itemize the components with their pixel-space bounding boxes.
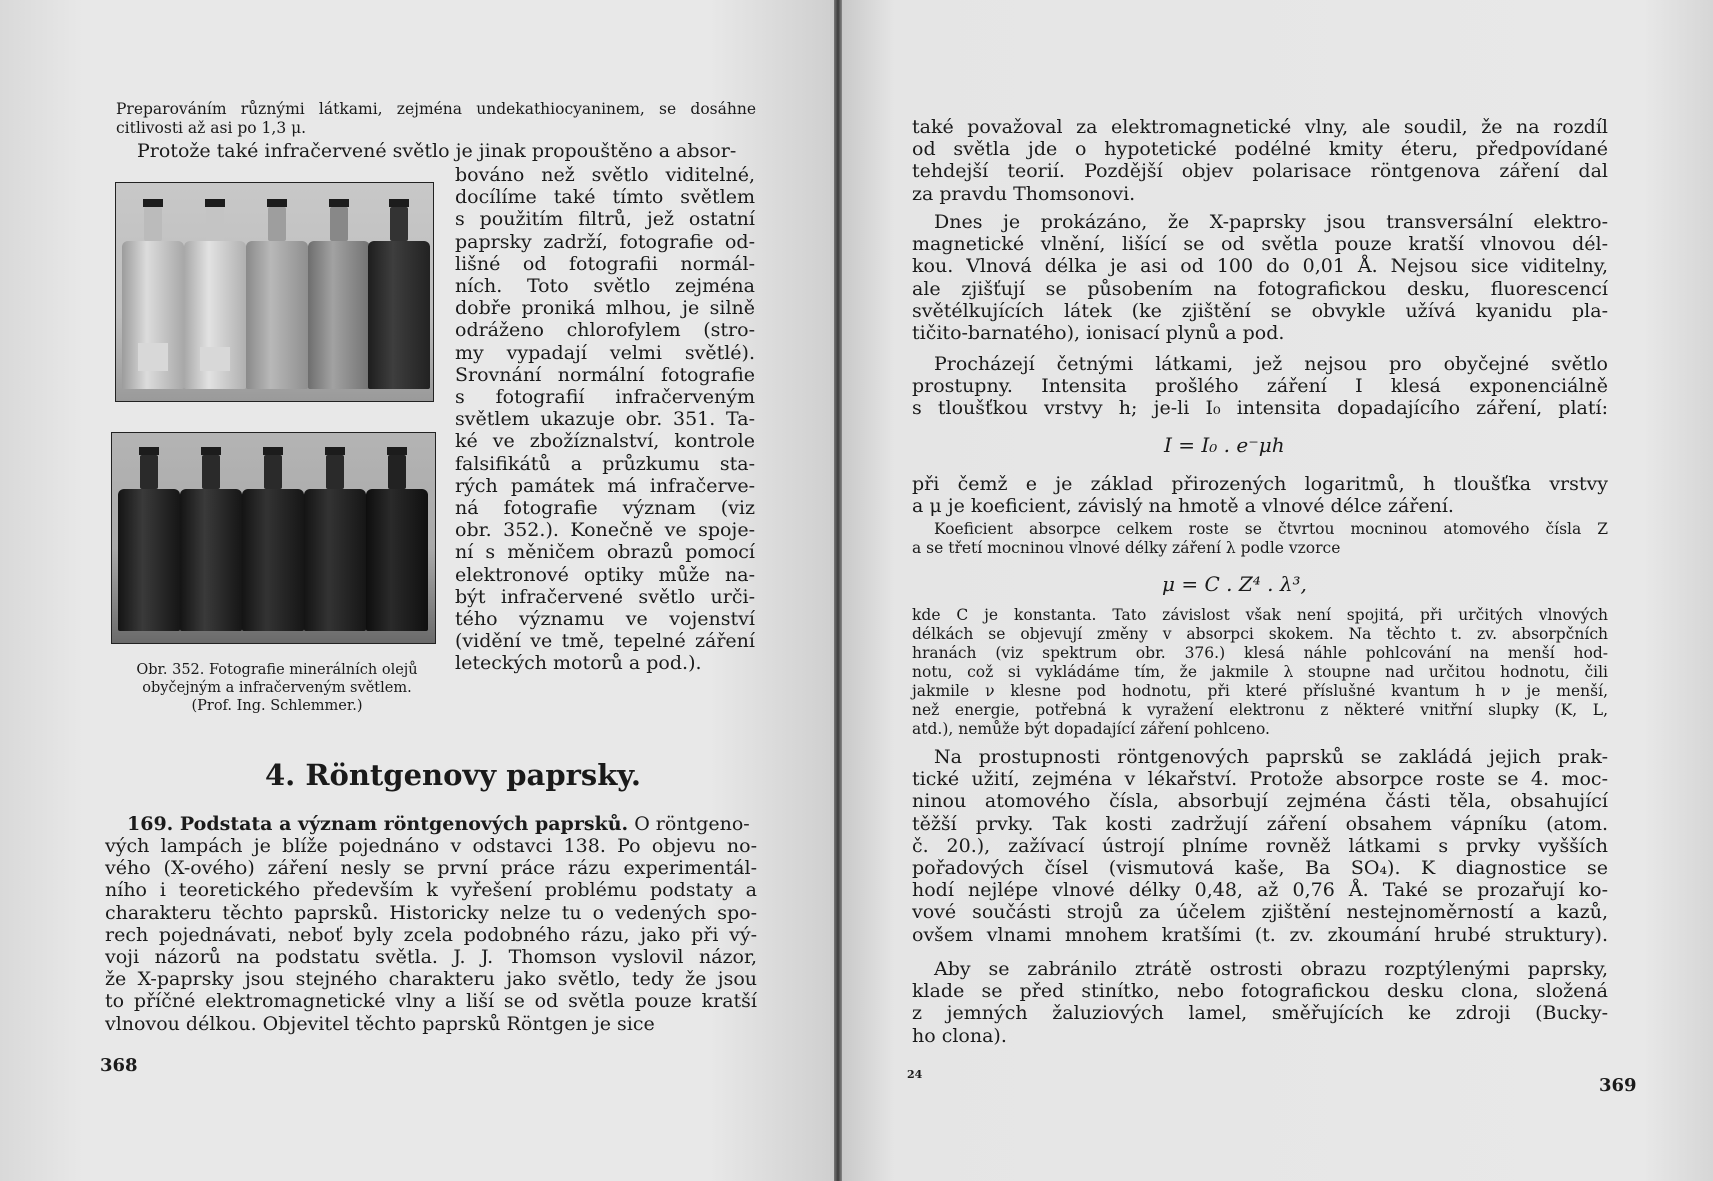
right-para-2 (912, 211, 1608, 344)
text-line: kou. Vlnová délka je asi od 100 do 0,01 Å. Nejsou sice viditelny, (912, 255, 1608, 278)
left-page (0, 0, 834, 1181)
text-line: pořadových čísel (vismutová kaše, Ba SO₄). K diagnostice se (912, 857, 1608, 880)
text-line: klade se před stinítko, nebo fotografickou desku clona, složená (912, 980, 1608, 1003)
text-line: hodí nejlépe vlnové délky 0,48, až 0,76 Å. Také se prozařují ko- (912, 879, 1608, 902)
text-line: ninou atomového čísla, absorbují zejména části těla, obsahující (912, 790, 1608, 813)
text-line: s použitím filtrů, jež ostatní (455, 208, 755, 231)
text-line: docílíme také tímto světlem (455, 186, 755, 209)
text-line: ovšem vlnami mnohem kratšími (t. zv. zkoumání hrubé struktury). (912, 923, 1608, 946)
intro-line: Preparováním různými látkami, zejména undekathiocyaninem, se dosáhne (116, 100, 756, 118)
bottle-ir-3 (242, 489, 304, 631)
text-line: voji názorů na podstatu světla. J. J. Thomson vyslovil názor, (105, 946, 757, 969)
intro-line: citlivosti až asi po 1,3 μ. (116, 119, 307, 137)
text-line: jakmile ν klesne pod hodnotu, při které příslušné kvantum h ν je menší, (912, 682, 1608, 700)
right-small-1 (912, 520, 1608, 558)
text-line: Dnes je prokázáno, že X-paprsky jsou transversální elektro- (934, 211, 1608, 233)
intro-small-text (116, 100, 756, 138)
text-line: s fotografií infračerveným (455, 386, 755, 409)
text-line: těžší prvky. Tak kosti zadržují záření obsahem vápníku (atom. (912, 812, 1608, 835)
text-line: délkách se objevují změny v absorpci skokem. Na těchto t. zv. absorpčních (912, 625, 1608, 643)
signature-mark: 24 (907, 1068, 923, 1081)
bottle-ir-4 (304, 489, 366, 631)
formula-intensity: I = I₀ . e⁻μh (1164, 433, 1285, 457)
text-line: Srovnání normální fotografie (455, 363, 755, 386)
text-line: z jemných žaluziových lamel, směřujících ke zdroji (Bucky- (912, 1002, 1608, 1025)
photo-normal-light (115, 182, 434, 402)
text-line: elektronové optiky může na- (455, 563, 755, 586)
text-line: obr. 352.). Konečně ve spoje- (455, 519, 755, 542)
text-line: vové součásti strojů za účelem zjištění nestejnoměrností a kazů, (912, 901, 1608, 924)
text-line: a se třetí mocninou vlnové délky záření λ podle vzorce (912, 539, 1341, 557)
text-line: Koeficient absorpce celkem roste se čtvrtou mocninou atomového čísla Z (934, 520, 1608, 538)
formula-absorption: μ = C . Z⁴ . λ³, (1162, 572, 1307, 596)
figure-caption (112, 661, 442, 715)
bottle-1 (122, 241, 184, 389)
text-line: kde C je konstanta. Tato závislost však není spojitá, při určitých vlnových (912, 606, 1608, 624)
text-line: vých lampách je blíže pojednáno v odstavci 138. Po objevu no- (105, 835, 757, 857)
right-para-5 (912, 746, 1608, 946)
chapter-heading: 4. Röntgenovy paprsky. (265, 758, 641, 792)
text-line: Procházejí četnými látkami, jež nejsou pro obyčejné světlo (934, 353, 1608, 375)
text-line: a μ je koeficient, závislý na hmotě a vlnové délce záření. (912, 495, 1454, 518)
right-para-4 (912, 473, 1608, 517)
text-line: leteckých motorů a pod.). (455, 652, 702, 675)
text-line: ních. Toto světlo zejména (455, 275, 755, 298)
bottle-ir-2 (180, 489, 242, 631)
text-line: ní s měničem obrazů pomocí (455, 541, 755, 564)
text-line: č. 20.), zažívací ústrojí plníme rovněž látkami s prvky vyšších (912, 834, 1608, 857)
text-line: lišné od fotografii normál- (455, 252, 755, 275)
book-gutter (834, 0, 842, 1181)
bottle-2 (184, 241, 246, 389)
page-number-left: 368 (100, 1055, 138, 1076)
section-first-line (127, 813, 757, 835)
text-line: tého významu ve vojenství (455, 608, 755, 631)
text-line: Aby se zabránilo ztrátě ostrosti obrazu rozptýlenými paprsky, (934, 958, 1608, 980)
section-title-rest: O röntgeno- (628, 813, 750, 835)
text-line: Na prostupnosti röntgenových paprsků se zakládá jejich prak- (934, 746, 1608, 768)
text-line: tehdejší teorií. Pozdější objev polarisace röntgenova záření dal (912, 160, 1608, 183)
text-line: s tloušťkou vrstvy h; je-li I₀ intensita dopadajícího záření, platí: (912, 397, 1608, 420)
text-line: než energie, potřebná k vyražení elektronu z některé vnitřní slupky (K, L, (912, 701, 1608, 719)
text-line: bováno než světlo viditelné, (455, 164, 755, 186)
text-line: rech pojednávati, neboť byly zcela podobného rázu, jako při vý- (105, 923, 757, 946)
bottle-4 (308, 241, 370, 389)
para1-first-line: Protože také infračervené světlo je jinak propouštěno a absor- (137, 140, 737, 162)
text-line: ale zjišťují se působením na fotografickou desku, fluorescencí (912, 277, 1608, 300)
text-line: charakteru těchto paprsků. Historicky nelze tu o vedených spo- (105, 901, 757, 924)
text-line: světlem ukazuje obr. 351. Ta- (455, 408, 755, 431)
text-line: (vidění ve tmě, tepelné záření (455, 630, 755, 653)
text-line: také považoval za elektromagnetické vlny, ale soudil, že na rozdíl (912, 116, 1608, 138)
photo-infrared-light (111, 432, 436, 644)
text-line: při čemž e je základ přirozených logaritmů, h tloušťka vrstvy (912, 473, 1608, 495)
text-line: hranách (viz spektrum obr. 376.) klesá náhle pohlcování na menší hod- (912, 644, 1608, 662)
text-line: falsifikátů a průzkumu sta- (455, 452, 755, 475)
text-line: magnetické vlnění, lišící se od světla pouze kratší vlnovou dél- (912, 233, 1608, 256)
bottle-ir-1 (118, 489, 180, 631)
para1-column (455, 164, 755, 675)
text-line: světélkujících látek (ke zjištění se obvykle užívá kyanidu pla- (912, 299, 1608, 322)
bottle-3 (246, 241, 308, 389)
text-line: tické užití, zejména v lékařství. Protože absorpce roste se 4. moc- (912, 768, 1608, 791)
text-line: vlnovou délkou. Objevitel těchto paprsků Röntgen je sice (105, 1012, 655, 1035)
text-line: být infračervené světlo urči- (455, 585, 755, 608)
section-title: 169. Podstata a význam röntgenových paprsků. (127, 813, 629, 835)
caption-line: (Prof. Ing. Schlemmer.) (191, 698, 363, 714)
text-line: ná fotografie význam (viz (455, 497, 755, 520)
bottle-ir-5 (366, 489, 428, 631)
text-line: rých památek má infračerve- (455, 474, 755, 497)
text-line: vého (X-ového) záření nesly se první práce rázu experimentál- (105, 857, 757, 880)
right-para-1 (912, 116, 1608, 205)
text-line: za pravdu Thomsonovi. (912, 182, 1136, 205)
text-line: paprsky zadrží, fotografie od- (455, 230, 755, 253)
text-line: od světla jde o hypotetické podélné kmity éteru, předpovídané (912, 138, 1608, 161)
section-body (105, 835, 757, 1035)
text-line: odráženo chlorofylem (stro- (455, 319, 755, 342)
text-line: to příčné elektromagnetické vlny a liší se od světla pouze kratší (105, 990, 757, 1013)
caption-line: Obr. 352. Fotografie minerálních olejů (136, 662, 418, 678)
caption-line: obyčejným a infračerveným světlem. (142, 680, 412, 696)
text-line: notu, což si vykládáme tím, že jakmile λ stoupne nad určitou hodnotu, čili (912, 663, 1608, 681)
text-line: prostupny. Intensita prošlého záření I klesá exponenciálně (912, 375, 1608, 398)
text-line: atd.), nemůže být dopadající záření pohlceno. (912, 720, 1270, 738)
right-para-6 (912, 958, 1608, 1047)
text-line: že X-paprsky jsou stejného charakteru jako světlo, tedy že jsou (105, 968, 757, 991)
text-line: tičito-barnatého), ionisací plynů a pod. (912, 322, 1285, 345)
text-line: my vypadají velmi světlé). (455, 341, 755, 364)
bottle-5 (368, 241, 430, 389)
right-small-2 (912, 606, 1608, 739)
right-para-3 (912, 353, 1608, 420)
text-line: ho clona). (912, 1024, 1007, 1047)
page-number-right: 369 (1599, 1075, 1637, 1096)
right-page (842, 0, 1713, 1181)
text-line: ké ve zbožíznalství, kontrole (455, 430, 755, 453)
text-line: ního i teoretického především k vyřešení problému podstaty a (105, 879, 757, 902)
text-line: dobře proniká mlhou, je silně (455, 297, 755, 320)
